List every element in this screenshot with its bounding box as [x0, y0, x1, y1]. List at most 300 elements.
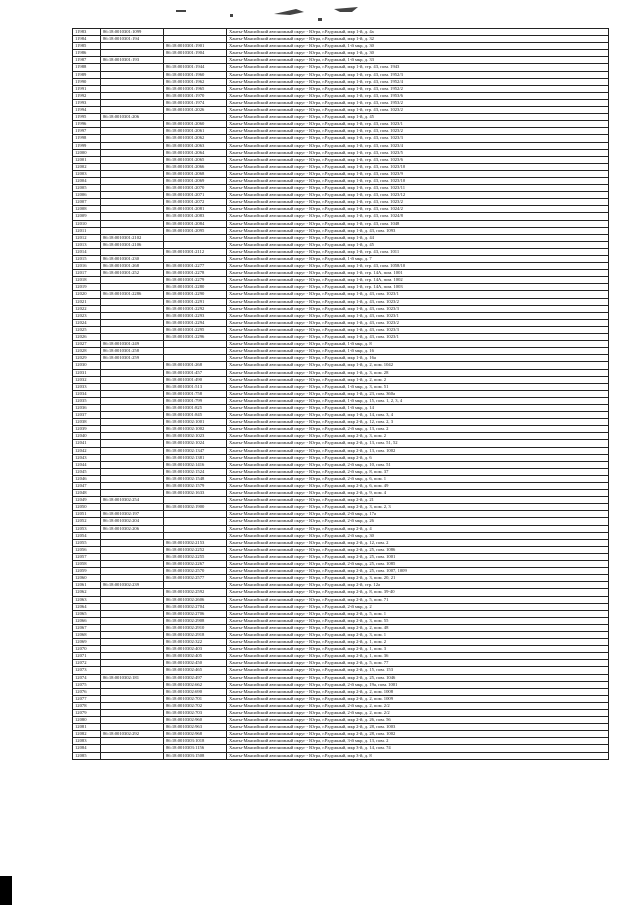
address-cell: Ханты-Мансийский автономный округ - Югра, г.Радужный, 1-й мкр, д. 14 [227, 404, 609, 411]
address-cell: Ханты-Мансийский автономный округ - Югра, г.Радужный, 2-й мкр, д. 25, пом. 1085 [227, 561, 609, 568]
table-row [73, 497, 609, 504]
cadastral-number-building [101, 170, 164, 177]
address-cell: Ханты-Мансийский автономный округ - Югра, г.Радужный, 2-й мкр, д. 10, пом. 51 [227, 461, 609, 468]
address-cell: Ханты-Мансийский автономный округ - Югра, г.Радужный, мкр 1-й, стр. 43, пом. 1024/2 [227, 206, 609, 213]
row-number: 12010 [73, 220, 101, 227]
cadastral-number-premises: 86:18:0010302:1001 [164, 419, 227, 426]
row-number: 11986 [73, 50, 101, 57]
cadastral-number-building [101, 603, 164, 610]
table-row [73, 326, 609, 333]
cadastral-number-building: 86:18:0010302:254 [101, 497, 164, 504]
cadastral-number-premises: 86:18:0010302:2908 [164, 617, 227, 624]
table-row [73, 738, 609, 745]
cadastral-number-building [101, 710, 164, 717]
table-row [73, 617, 609, 624]
cadastral-number-building [101, 447, 164, 454]
cadastral-number-building: 86:18:0010301:230 [101, 256, 164, 263]
cadastral-number-premises: 86:18:0010301:513 [164, 383, 227, 390]
address-cell: Ханты-Мансийский автономный округ - Югра, г.Радужный, 3-й мкр, д. 13, пом. 2 [227, 738, 609, 745]
row-number: 11985 [73, 43, 101, 50]
cadastral-number-premises [164, 511, 227, 518]
table-row [73, 561, 609, 568]
address-cell: Ханты-Мансийский автономный округ - Югра, г.Радужный, 2-й мкр, д. 2, пом. 2/2 [227, 710, 609, 717]
address-cell: Ханты-Мансийский автономный округ - Югра, г.Радужный, мкр 1-й, стр. 43, пом. 1024/8 [227, 213, 609, 220]
address-cell: Ханты-Мансийский автономный округ - Югра, г.Радужный, мкр 2-й, д. 3, пом. 55 [227, 617, 609, 624]
row-number: 12009 [73, 213, 101, 220]
cadastral-number-building [101, 334, 164, 341]
table-row [73, 121, 609, 128]
address-cell: Ханты-Мансийский автономный округ - Югра, г.Радужный, мкр 2-й, д. 28, пом. 1003 [227, 724, 609, 731]
table-row [73, 483, 609, 490]
row-number: 12070 [73, 646, 101, 653]
cadastral-number-premises: 86:18:0010301:2072 [164, 199, 227, 206]
cadastral-number-building [101, 440, 164, 447]
cadastral-number-premises: 86:18:0010302:2267 [164, 561, 227, 568]
cadastral-number-building [101, 369, 164, 376]
address-cell: Ханты-Мансийский автономный округ - Югра, г.Радужный, мкр 1-й, д. 4а [227, 29, 609, 36]
row-number: 12067 [73, 624, 101, 631]
address-cell: Ханты-Мансийский автономный округ - Югра, г.Радужный, 2-й мкр, д. 8, пом. 37 [227, 468, 609, 475]
address-cell: Ханты-Мансийский автономный округ - Югра, г.Радужный, мкр 2-й, д. 1, пом. 36 [227, 653, 609, 660]
row-number: 12036 [73, 404, 101, 411]
address-cell: Ханты-Мансийский автономный округ - Югра, г.Радужный, 2-й мкр, д. 13, пом. 2 [227, 426, 609, 433]
address-cell: Ханты-Мансийский автономный округ - Югра, г.Радужный, мкр 2-й, д. 5, пом. 77 [227, 660, 609, 667]
table-row [73, 731, 609, 738]
cadastral-number-premises: 86:18:0010302:968 [164, 731, 227, 738]
address-cell: Ханты-Мансийский автономный округ - Югра, г.Радужный, мкр 2-й, д. 25, пом. 1007, 1009 [227, 568, 609, 575]
address-cell: Ханты-Мансийский автономный округ - Югра, г.Радужный, мкр 1-й, д. 30 [227, 50, 609, 57]
address-cell: Ханты-Мансийский автономный округ - Югра, г.Радужный, мкр 2-й, д. 6, пом. 49 [227, 483, 609, 490]
row-number: 12023 [73, 312, 101, 319]
table-row [73, 376, 609, 383]
address-cell: Ханты-Мансийский автономный округ - Югра, г.Радужный, мкр 1-й, стр. 43, пом. 1011 [227, 248, 609, 255]
cadastral-number-building [101, 717, 164, 724]
table-row [73, 78, 609, 85]
address-cell: Ханты-Мансийский автономный округ - Югра, г.Радужный, мкр 1-й, стр. 43, пом. 1953/2 [227, 99, 609, 106]
row-number: 12079 [73, 710, 101, 717]
cadastral-number-premises: 86:18:0010302:403 [164, 646, 227, 653]
row-number: 12065 [73, 610, 101, 617]
cadastral-number-building [101, 177, 164, 184]
cadastral-number-premises: 86:18:0010302:450 [164, 660, 227, 667]
cadastral-number-premises: 86:18:0010302:1579 [164, 483, 227, 490]
row-number: 12043 [73, 454, 101, 461]
cadastral-number-premises [164, 582, 227, 589]
table-row [73, 553, 609, 560]
cadastral-number-building [101, 752, 164, 759]
address-cell: Ханты-Мансийский автономный округ - Югра, г.Радужный, мкр 2-й, д. 13, пом. 1002 [227, 447, 609, 454]
cadastral-number-premises: 86:18:0010301:490 [164, 376, 227, 383]
address-cell: Ханты-Мансийский автономный округ - Югра, г.Радужный, мкр 2-й, д. 1, пом. 3 [227, 646, 609, 653]
row-number: 12020 [73, 291, 101, 298]
table-row [73, 461, 609, 468]
row-number: 12084 [73, 745, 101, 752]
cadastral-number-premises: 86:18:0010301:1970 [164, 92, 227, 99]
cadastral-number-premises: 86:18:0010301:1965 [164, 85, 227, 92]
row-number: 12080 [73, 717, 101, 724]
address-cell: Ханты-Мансийский автономный округ - Югра, г.Радужный, мкр 2-й, д. 3, пом. 20, 21 [227, 575, 609, 582]
row-number: 12033 [73, 383, 101, 390]
table-row [73, 660, 609, 667]
address-cell: Ханты-Мансийский автономный округ - Югра, г.Радужный, мкр 1-й, стр. 43, пом. 1953/6 [227, 92, 609, 99]
table-row [73, 504, 609, 511]
row-number: 12045 [73, 468, 101, 475]
row-number: 12054 [73, 532, 101, 539]
cadastral-number-building [101, 745, 164, 752]
address-cell: Ханты-Мансийский автономный округ - Югра, г.Радужный, мкр 2-й, д. 2, пом. 1008 [227, 688, 609, 695]
address-cell: Ханты-Мансийский автономный округ - Югра, г.Радужный, мкр 1-й, стр. 43, пом. 1023/4 [227, 142, 609, 149]
cadastral-number-building [101, 596, 164, 603]
address-cell: Ханты-Мансийский автономный округ - Югра, г.Радужный, мкр 1-й, д. 2, пом. 2 [227, 376, 609, 383]
cadastral-number-building: 86:18:0010302:292 [101, 731, 164, 738]
table-row [73, 142, 609, 149]
cadastral-number-premises: 86:18:0010301:2026 [164, 107, 227, 114]
scan-artifact-marks [0, 0, 640, 24]
cadastral-number-premises: 86:18:0010301:2071 [164, 192, 227, 199]
table-row [73, 610, 609, 617]
cadastral-number-premises: 86:18:0010301:1901 [164, 43, 227, 50]
row-number: 12034 [73, 390, 101, 397]
cadastral-number-premises: 86:18:0010301:2278 [164, 270, 227, 277]
cadastral-number-building [101, 617, 164, 624]
table-row [73, 334, 609, 341]
cadastral-number-building [101, 483, 164, 490]
table-row [73, 447, 609, 454]
cadastral-number-building [101, 185, 164, 192]
address-cell: Ханты-Мансийский автономный округ - Югра, г.Радужный, мкр 1-й, д. 43, пом. 1023/1 [227, 291, 609, 298]
row-number: 12005 [73, 185, 101, 192]
table-row [73, 475, 609, 482]
address-cell: Ханты-Мансийский автономный округ - Югра, г.Радужный, мкр 3-й, д. 14, пом. 74 [227, 745, 609, 752]
cadastral-number-building [101, 539, 164, 546]
cadastral-number-premises: 86:18:0010301:2294 [164, 319, 227, 326]
cadastral-number-building [101, 149, 164, 156]
table-row [73, 369, 609, 376]
table-row [73, 568, 609, 575]
address-cell: Ханты-Мансийский автономный округ - Югра, г.Радужный, 2-й мкр, д. 26 [227, 518, 609, 525]
row-number: 12028 [73, 348, 101, 355]
table-row [73, 263, 609, 270]
row-number: 12050 [73, 504, 101, 511]
address-cell: Ханты-Мансийский автономный округ - Югра, г.Радужный, 1-й мкр, д. 30 [227, 43, 609, 50]
cadastral-number-building [101, 284, 164, 291]
table-row [73, 312, 609, 319]
cadastral-number-premises: 86:18:0010302:2704 [164, 603, 227, 610]
address-cell: Ханты-Мансийский автономный округ - Югра, г.Радужный, мкр 2-й, д. 13, пом. 51, 52 [227, 440, 609, 447]
table-row [73, 284, 609, 291]
address-cell: Ханты-Мансийский автономный округ - Югра, г.Радужный, мкр 2-й, д. 12, пом. 2 [227, 539, 609, 546]
row-number: 12059 [73, 568, 101, 575]
address-cell: Ханты-Мансийский автономный округ - Югра, г.Радужный, мкр 1-й, стр. 43, пом. 1023/3 [227, 135, 609, 142]
row-number: 11993 [73, 99, 101, 106]
cadastral-number-premises [164, 532, 227, 539]
cadastral-number-building [101, 653, 164, 660]
cadastral-number-building: 86:18:0010301:194 [101, 36, 164, 43]
row-number: 11989 [73, 71, 101, 78]
cadastral-number-premises: 86:18:0010301:2063 [164, 142, 227, 149]
cadastral-number-building [101, 433, 164, 440]
row-number: 12039 [73, 426, 101, 433]
row-number: 11997 [73, 128, 101, 135]
cadastral-number-premises: 86:18:0010301:2291 [164, 298, 227, 305]
address-cell: Ханты-Мансийский автономный округ - Югра, г.Радужный, мкр 1-й, стр. 43, пом. 1023/5 [227, 149, 609, 156]
row-number: 12049 [73, 497, 101, 504]
table-row [73, 426, 609, 433]
table-row [73, 596, 609, 603]
table-row [73, 298, 609, 305]
row-number: 12018 [73, 277, 101, 284]
address-cell: Ханты-Мансийский автономный округ - Югра, г.Радужный, 2-й мкр, д. 19а, пом. 1001 [227, 681, 609, 688]
table-row [73, 170, 609, 177]
row-number: 12042 [73, 447, 101, 454]
address-cell: Ханты-Мансийский автономный округ - Югра, г.Радужный, мкр 1-й, стр. 43, пом. 1023/1 [227, 121, 609, 128]
cadastral-number-premises [164, 256, 227, 263]
cadastral-number-premises [164, 348, 227, 355]
address-cell: Ханты-Мансийский автономный округ - Югра, г.Радужный, мкр 1-й, стр. 14А, пом. 1001 [227, 270, 609, 277]
cadastral-number-building [101, 227, 164, 234]
cadastral-number-building [101, 575, 164, 582]
table-row [73, 64, 609, 71]
table-row [73, 419, 609, 426]
cadastral-number-building [101, 220, 164, 227]
cadastral-number-premises: 86:18:0010301:2070 [164, 185, 227, 192]
table-row [73, 468, 609, 475]
cadastral-number-premises [164, 29, 227, 36]
row-number: 11992 [73, 92, 101, 99]
row-number: 11994 [73, 107, 101, 114]
cadastral-number-building [101, 553, 164, 560]
cadastral-number-building [101, 504, 164, 511]
cadastral-number-building: 86:18:0010301:259 [101, 355, 164, 362]
table-row [73, 667, 609, 674]
cadastral-number-premises: 86:18:0010301:845 [164, 412, 227, 419]
cadastral-number-building [101, 248, 164, 255]
cadastral-number-building [101, 199, 164, 206]
table-row [73, 192, 609, 199]
address-cell: Ханты-Мансийский автономный округ - Югра, г.Радужный, мкр 1-й, стр. 43, пом. 1023/2 [227, 199, 609, 206]
address-cell: Ханты-Мансийский автономный округ - Югра, г.Радужный, мкр 1-й, стр. 43, пом. 1952/3 [227, 71, 609, 78]
cadastral-number-premises: 86:18:0010301:1960 [164, 71, 227, 78]
address-cell: Ханты-Мансийский автономный округ - Югра, г.Радужный, мкр 1-й, д. 43, пом. 1023/3 [227, 305, 609, 312]
address-cell: Ханты-Мансийский автономный округ - Югра, г.Радужный, мкр 2-й, д. 3, пом. 1 [227, 631, 609, 638]
address-cell: Ханты-Мансийский автономный округ - Югра, г.Радужный, мкр 2-й, д. 28, пом. 1002 [227, 731, 609, 738]
cadastral-number-premises: 86:18:0010303:1508 [164, 752, 227, 759]
cadastral-number-premises [164, 341, 227, 348]
address-cell: Ханты-Мансийский автономный округ - Югра, г.Радужный, мкр 1-й, стр. 43, пом. 1023/10 [227, 163, 609, 170]
cadastral-number-building: 86:18:0010302:181 [101, 674, 164, 681]
table-row [73, 213, 609, 220]
address-cell: Ханты-Мансийский автономный округ - Югра, г.Радужный, мкр 1-й, д. 3, пом. 28 [227, 369, 609, 376]
address-cell: Ханты-Мансийский автономный округ - Югра, г.Радужный, мкр 2-й, д. 6 [227, 454, 609, 461]
row-number: 12060 [73, 575, 101, 582]
cadastral-number-building [101, 135, 164, 142]
cadastral-number-building [101, 695, 164, 702]
table-row [73, 397, 609, 404]
row-number: 11996 [73, 121, 101, 128]
cadastral-number-building [101, 107, 164, 114]
table-row [73, 710, 609, 717]
row-number: 12008 [73, 206, 101, 213]
row-number: 12085 [73, 752, 101, 759]
table-row [73, 695, 609, 702]
row-number: 12046 [73, 475, 101, 482]
address-cell: Ханты-Мансийский автономный округ - Югра, г.Радужный, 1-й мкр, д. 15, пом. 1, 2, 3, 4 [227, 397, 609, 404]
cadastral-number-building [101, 43, 164, 50]
cadastral-number-premises: 86:18:0010301:2293 [164, 312, 227, 319]
cadastral-number-building [101, 589, 164, 596]
row-number: 12082 [73, 731, 101, 738]
row-number: 12075 [73, 681, 101, 688]
cadastral-number-building: 86:18:0010302:206 [101, 525, 164, 532]
cadastral-number-building [101, 64, 164, 71]
cadastral-number-premises: 86:18:0010302:322 [164, 639, 227, 646]
cadastral-number-building [101, 163, 164, 170]
row-number: 12021 [73, 298, 101, 305]
table-row [73, 291, 609, 298]
table-row [73, 546, 609, 553]
row-number: 12002 [73, 163, 101, 170]
cadastral-number-building: 86:18:0010301:2102 [101, 234, 164, 241]
row-number: 12027 [73, 341, 101, 348]
address-cell: Ханты-Мансийский автономный округ - Югра, г.Радужный, мкр 1-й, стр. 43, пом. 1023/6 [227, 156, 609, 163]
table-row [73, 163, 609, 170]
cadastral-number-building [101, 724, 164, 731]
cadastral-number-building: 86:18:0010301:258 [101, 348, 164, 355]
address-cell: Ханты-Мансийский автономный округ - Югра, г.Радужный, мкр 1-й, д. 2, пом. 1042 [227, 362, 609, 369]
row-number: 12047 [73, 483, 101, 490]
row-number: 12056 [73, 546, 101, 553]
address-cell: Ханты-Мансийский автономный округ - Югра, г.Радужный, мкр 2-й, д. 26, пом. 56 [227, 717, 609, 724]
cadastral-number-building [101, 390, 164, 397]
cadastral-number-premises: 86:18:0010301:1974 [164, 99, 227, 106]
cadastral-number-building [101, 305, 164, 312]
address-cell: Ханты-Мансийский автономный округ - Югра, г.Радужный, мкр 3-й, д. 8 [227, 752, 609, 759]
cadastral-number-building [101, 206, 164, 213]
cadastral-number-premises: 86:18:0010301:825 [164, 404, 227, 411]
cadastral-number-premises [164, 241, 227, 248]
row-number: 12015 [73, 256, 101, 263]
cadastral-number-building: 86:18:0010301:206 [101, 114, 164, 121]
scan-edge-mark [0, 876, 12, 905]
cadastral-number-premises: 86:18:0010302:465 [164, 667, 227, 674]
row-number: 12037 [73, 412, 101, 419]
table-row [73, 36, 609, 43]
table-row [73, 532, 609, 539]
table-row [73, 745, 609, 752]
cadastral-number-building [101, 546, 164, 553]
address-cell: Ханты-Мансийский автономный округ - Югра, г.Радужный, мкр 2-й, д. 1, пом. 2 [227, 639, 609, 646]
table-row [73, 752, 609, 759]
table-row [73, 199, 609, 206]
table-row [73, 29, 609, 36]
table-row [73, 511, 609, 518]
row-number: 12007 [73, 199, 101, 206]
cadastral-number-premises [164, 355, 227, 362]
row-number: 12071 [73, 653, 101, 660]
cadastral-number-premises: 86:18:0010302:701 [164, 695, 227, 702]
cadastral-number-building [101, 92, 164, 99]
cadastral-number-premises: 86:18:0010301:2112 [164, 248, 227, 255]
row-number: 12038 [73, 419, 101, 426]
row-number: 12035 [73, 397, 101, 404]
cadastral-number-premises: 86:18:0010301:2061 [164, 128, 227, 135]
row-number: 12025 [73, 326, 101, 333]
table-row [73, 248, 609, 255]
address-cell: Ханты-Мансийский автономный округ - Югра, г.Радужный, мкр 1-й, д. 43, пом. 1023/1 [227, 334, 609, 341]
table-row [73, 575, 609, 582]
cadastral-number-premises: 86:18:0010302:662 [164, 681, 227, 688]
cadastral-number-premises: 86:18:0010301:1944 [164, 64, 227, 71]
cadastral-number-building [101, 397, 164, 404]
cadastral-number-premises: 86:18:0010302:703 [164, 710, 227, 717]
table-row [73, 227, 609, 234]
row-number: 12026 [73, 334, 101, 341]
cadastral-number-building [101, 213, 164, 220]
row-number: 11995 [73, 114, 101, 121]
row-number: 12013 [73, 241, 101, 248]
table-row [73, 128, 609, 135]
row-number: 12051 [73, 511, 101, 518]
table-row [73, 71, 609, 78]
cadastral-number-premises: 86:18:0010301:2060 [164, 121, 227, 128]
row-number: 12055 [73, 539, 101, 546]
cadastral-number-building [101, 142, 164, 149]
cadastral-number-premises: 86:18:0010302:1524 [164, 468, 227, 475]
row-number: 12029 [73, 355, 101, 362]
cadastral-number-premises: 86:18:0010301:2062 [164, 135, 227, 142]
row-number: 12048 [73, 490, 101, 497]
row-number: 11991 [73, 85, 101, 92]
cadastral-number-building: 86:18:0010302:204 [101, 518, 164, 525]
row-number: 12041 [73, 440, 101, 447]
table-row [73, 277, 609, 284]
cadastral-number-building [101, 192, 164, 199]
address-cell: Ханты-Мансийский автономный округ - Югра, г.Радужный, 2-й мкр, д. 2 [227, 603, 609, 610]
cadastral-number-premises: 86:18:0010302:1024 [164, 440, 227, 447]
table-row [73, 681, 609, 688]
row-number: 12073 [73, 667, 101, 674]
cadastral-number-premises: 86:18:0010302:497 [164, 674, 227, 681]
cadastral-number-building [101, 738, 164, 745]
address-cell: Ханты-Мансийский автономный округ - Югра, г.Радужный, 1-й мкр, д. 8 [227, 341, 609, 348]
table-row [73, 646, 609, 653]
row-number: 12030 [73, 362, 101, 369]
address-cell: Ханты-Мансийский автономный округ - Югра, г.Радужный, 1-й мкр, д. 16 [227, 348, 609, 355]
row-number: 12069 [73, 639, 101, 646]
cadastral-number-premises: 86:18:0010301:1904 [164, 50, 227, 57]
address-cell: Ханты-Мансийский автономный округ - Югра, г.Радужный, мкр 1-й, стр. 43, пом. 1023/9 [227, 170, 609, 177]
cadastral-number-premises: 86:18:0010301:2068 [164, 170, 227, 177]
cadastral-number-premises: 86:18:0010303:1018 [164, 738, 227, 745]
cadastral-number-premises: 86:18:0010301:799 [164, 397, 227, 404]
cadastral-number-premises: 86:18:0010302:405 [164, 653, 227, 660]
table-row [73, 270, 609, 277]
address-cell: Ханты-Мансийский автономный округ - Югра, г.Радужный, мкр 1-й, д. 43, пом. 1023/2 [227, 319, 609, 326]
cadastral-number-premises [164, 497, 227, 504]
table-row [73, 490, 609, 497]
cadastral-number-building: 86:18:0010301:252 [101, 270, 164, 277]
cadastral-number-building: 86:18:0010301:193 [101, 57, 164, 64]
cadastral-number-building [101, 646, 164, 653]
table-row [73, 156, 609, 163]
cadastral-number-building [101, 312, 164, 319]
address-cell: Ханты-Мансийский автономный округ - Югра, г.Радужный, мкр 2-й, д. 25, пом. 1086 [227, 546, 609, 553]
row-number: 12068 [73, 631, 101, 638]
row-number: 12077 [73, 695, 101, 702]
cadastral-number-premises: 86:18:0010301:2279 [164, 277, 227, 284]
cadastral-number-building [101, 639, 164, 646]
address-cell: Ханты-Мансийский автономный округ - Югра, г.Радужный, мкр 1-й, стр. 43, пом. 1023/10 [227, 177, 609, 184]
